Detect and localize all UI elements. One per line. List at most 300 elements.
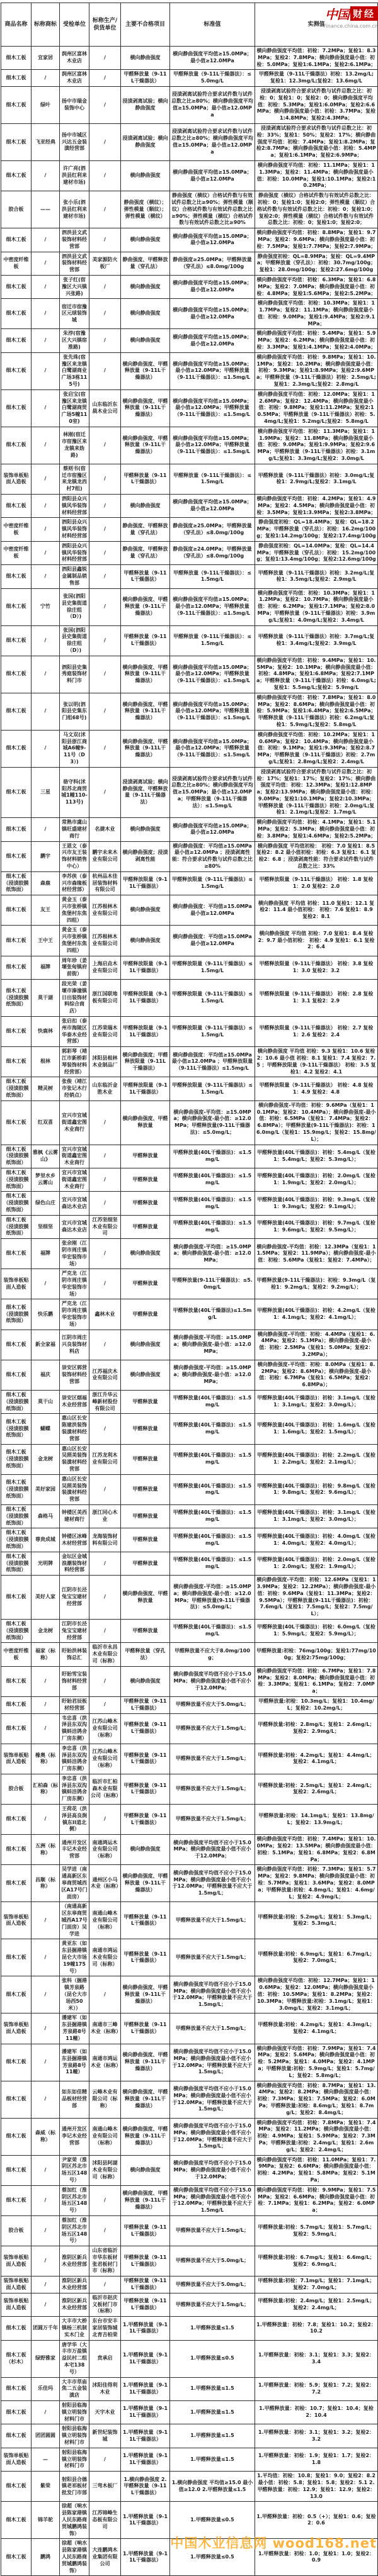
cell: 甲醛释放量(40L干燥器法)：≤1.5mg/L [170, 1145, 255, 1168]
table-row [1, 299, 378, 329]
table-row [1, 2317, 378, 2340]
logo-caijing-badge: 财经 [350, 6, 378, 21]
cell: 甲醛释放量:初检：2.5mg/L；复检1：2.4mg/L；复检2：2.6mg/L； [255, 1774, 378, 1804]
cell: 横向静曲强度平均值：初检：10.3MPa；复检1：11.2MPa；复检2：10.7MPa；横向静曲强度最小值：初检：6.2MPa；复检1:7.1MPa；复检2:8.0MPa；甲醛释放量（9-11L干燥器法）初检：3.9mg/L;复检1：4.0mg/L;复检2：3.4mg/L [255, 588, 378, 625]
cell: 射阳县合德镇老祁板材批发门市部 [60, 2472, 89, 2502]
cell: 润州区富林木业店 [60, 70, 89, 87]
cell: 云峰木业有限公司（标称） [89, 2081, 121, 2118]
cell: 甲醛释放量（9-11L干燥器法）：≤1.5mg/L [170, 565, 255, 588]
cell: 江阴市周庄兴良装饰材料店 [60, 1330, 89, 1360]
cell: 横向静曲强度平均值≥15.0MPa；最小值≥12.0MPa [170, 47, 255, 70]
cell: 浸渍剥离试验；横向静曲强度 [121, 86, 170, 123]
cell: 惠山区长安吴照美装饰装潢材料经营部 [60, 1474, 89, 1504]
table-row [1, 1713, 378, 1744]
wood168-watermark: 中国木业信息网 wood168.net [170, 2536, 377, 2551]
cell: 龙海装饰材料有限公司 [89, 1528, 121, 1552]
cell: 福牌 [32, 1239, 60, 1269]
cell: 钟楼区美西建材商行 [60, 1505, 89, 1528]
cell: 甲醛释放量 [121, 1192, 170, 1215]
cell: 甲醛释放量(40L干燥器法)：初检：9.8mg/L（复检1：9.8mg/L；复检2：9.6mg/L）； [255, 1474, 378, 1504]
cell: / [32, 352, 60, 389]
cell: 横向静曲强度-平均值：≥15.0MPa；横向静曲强度-最小值：≥12.0MPa； [170, 1330, 255, 1360]
cell: 细木工板 [1, 1835, 32, 1865]
table-row [1, 495, 378, 518]
cell: 蝴蝶 [32, 1414, 60, 1444]
cell: 甲醛释放限量（9-11L干燥器法） [121, 1017, 170, 1047]
cell: 甲醛释放量 [121, 1145, 170, 1168]
cell: 周年珍（姜堰张甸镇府前街） [60, 956, 89, 979]
table-row [1, 1047, 378, 1077]
table-row [1, 1474, 378, 1504]
cell: 细木工板 [1, 625, 32, 656]
cell: 细木工板 [1, 1047, 32, 1077]
cell: 甲醛释放量(40L干燥器法)：初检：5.4mg/L（复检1：5.4mg/L；复检2：5.3mg/L）； [255, 1145, 378, 1168]
cell: / [89, 625, 121, 656]
table-row [1, 656, 378, 693]
cell: / [89, 1976, 121, 2013]
cell: 大丰市草庙焦二五金装潢店 [60, 2377, 89, 2400]
cell: 射阳县临海镇立明装饰材料门市 [60, 2401, 89, 2424]
table-row [1, 389, 378, 427]
cell: 1.甲醛释放量：初检：3.1；复检1：3.3；复检2：3.4 [255, 2340, 378, 2377]
cell: 蔡加红（淮阴区苏北市场五区148号） [60, 2185, 89, 2215]
cell: / [89, 1239, 121, 1269]
cell: 汇柏森（标称） [32, 1774, 60, 1804]
cell: 浙江国联地板有限公司 [89, 980, 121, 1017]
cell: 横向静曲强度平均值：初检：8.7MPa；复检1：13.4MPa；复检2：8.2MPa；横向静曲强度最小值：初检：7.3MPa；复检1：7.5MPa；复检2：6.0MPa；甲醛释放量:初检：8.6mg/L；复检1：8.7mg/L；复检2：8.4mg/L； [255, 2081, 378, 2118]
cell: 五洲（标称） [32, 1835, 60, 1865]
cell: / [89, 1619, 121, 1642]
cell: 宜兴市宜城街道鑫宏图木业商行 [60, 1145, 89, 1168]
cell: 鹏宇 [32, 841, 60, 871]
cell: 金龙树 [32, 1444, 60, 1474]
cell: / [32, 518, 60, 541]
cell: 甲醛释放量不应大于5.0mg/L； [170, 2276, 255, 2293]
cell: 甲醛释放量(40L干燥器法)：≤1.5mg/L [170, 1552, 255, 1575]
cell: 横向静曲强度平均值：初检：7.4MPa；复检1：10.0MPa；复检2：13.5MPa；横向静曲强度最小值：初检：5.1MPa；复检1：6.8MPa；复检2：6.8MPa； [255, 1835, 378, 1865]
cell: 甲醛释放限量（9-11L干燥器法） 初检：3.8 复检1：3.0 复检2：3.2 [255, 956, 378, 979]
cell: 浸渍剥离试验；横向静曲强度、甲醛释放量（9-11L干燥器法） [121, 767, 170, 818]
cell: 细木工板（浸渍胶膜纸饰面） [1, 1619, 32, 1642]
cell: 南通市鸿运木业（标称） [89, 2044, 121, 2081]
table-row [1, 352, 378, 389]
cell: 细木工板（浸渍胶膜纸饰面） [1, 1299, 32, 1330]
cell: 张国(泗阳县史集街道徐庄组（D）) [60, 588, 89, 625]
cell: 江苏山峰木业有限公司（标称） [89, 1744, 121, 1774]
cell: 甲醛释放量不应大于1.5mg/L； [170, 1902, 255, 1939]
cell: 乐佳玛 [32, 2377, 60, 2400]
cell: 横向静曲强度平均值：初检：6.7MPa；复检1：7.8MPa；复检2：8.0MPa；横向静曲强度最小值：初检：3.3MPa；复检1：6.1MPa；复检2：7.0MPa； [255, 1666, 378, 1696]
cell: 细木工板 [1, 818, 32, 841]
cell: 李忠喜（洪泽县东双沟镇蚪洁鸽舍厂房东侧） [60, 1774, 89, 1804]
cell: 细木工板 [1, 1360, 32, 1390]
cell: 甲醛释放量 [121, 1168, 170, 1191]
cell: 横向静曲强度 [121, 1666, 170, 1696]
cell: 甲醛释放量(40L干燥器法)：初检：9.7mg/L（复检1：9.6mg/L；复检2：9.5mg/L）； [255, 1215, 378, 1238]
cell: 横向静曲强度平均值≥15.0MPa；最小值≥12.0MPa [170, 495, 255, 518]
cell: 甲醛释放量:初检：4.2mg/L；复检1：4.4mg/L；复检2：4.1mg/L； [255, 1744, 378, 1774]
cell: 福牌 [32, 956, 60, 979]
cell: 莫干山 [32, 1391, 60, 1414]
table-row [1, 2246, 378, 2276]
cell: 细木工板 [1, 1939, 32, 1976]
cell: 1.甲醛释放量≤0.5 [170, 2502, 255, 2539]
cell: 紫荣 [32, 2472, 60, 2502]
table-row [1, 70, 378, 87]
table-row [1, 730, 378, 767]
table-row [1, 427, 378, 464]
cell: 甲醛释放量不应大于1.5mg/L； [170, 1939, 255, 1976]
cell: 横向静曲强度平均值≥15.0MPa；最小值≥12.0MPa；甲醛释放量（9-11L干燥器法）：≤1.5mg/L [170, 588, 255, 625]
cell: 甲醛释放量 [121, 1215, 170, 1238]
cell: 甲醛释放量不应大于1.5mg/L； [170, 2293, 255, 2316]
cell: 横向静曲强度-平均值：≥15.0MPa；横向静曲强度-最小值：≥12.0MPa；甲醛释放量(9-11L干燥器法)：≤5.0mg/L； [170, 1100, 255, 1145]
cell: 装饰单板贴面人造板 [1, 2448, 32, 2471]
cell: 细木工板 [1, 2081, 32, 2118]
cell: 横向静曲强度：平均值≥15.0MPa 最小值≥12.0MPa [170, 926, 255, 956]
cell: 甲醛释放量 [121, 1299, 170, 1330]
cell: 细木工板（浸渍胶膜纸饰面） [1, 1505, 32, 1528]
cell: 鹏鸿 [32, 2539, 60, 2576]
cell: / [89, 1330, 121, 1360]
cell: 横向静曲强度平均值：初检：7.8MPa；复检1：8.0MPa；复检2：8.6MPa；横向静曲强度最小值：初检：5.9MPa；复检1:6.4MPa；复检2:6.5MPa；甲醛释放量（9-11L干燥器法）初检：6.2mg/L;复检1：5.9mg/L;复检2：5.8mg/L [255, 693, 378, 730]
cell: 细木工板 [1, 2118, 32, 2155]
cell: 泗阳县众兴镇风华装饰材料经营部 [60, 495, 89, 518]
cell: 黄金玉（泰兴市张桥镇焦堡村东焦四组） [60, 926, 89, 956]
cell: 横向静曲强度平均值：初检：11.1MPa；复检1：11.3MPa；复检2：11.4MPa；横向静曲强度最小值：初检：10.0MPa；复检1:10.1MPa；复检2:10.2MPa； [255, 160, 378, 191]
cell: 坚细坚 [32, 1215, 60, 1238]
cell: 甲醛释放量 [121, 1552, 170, 1575]
cell: 细木工板 [1, 329, 32, 352]
table-row [1, 1100, 378, 1145]
table-row [1, 2155, 378, 2185]
cell: 横向静曲强度 [121, 1239, 170, 1269]
cell: 横向静曲强度平均值：初检：12.7MPa；复检1：10.6MPa；复检2：12.0MPa；横向静曲强度最小值：初检：10.5MPa；复检1：8.2MPa；复检2：10.3MPa；甲醛释放量:初检：3.1mg/L；复检1：3.0mg/L；复检2：3.1mg/L； [255, 1976, 378, 2013]
table-row [1, 2118, 378, 2155]
cell: 细木工板 [1, 841, 32, 871]
cell: / [89, 1100, 121, 1145]
cell: 甲醛释放限量（9-11L干燥器法）≤1.5mg/L [170, 980, 255, 1017]
cell: 江阴市长泾兔宝宝建材经营部 [60, 1576, 89, 1620]
cell: 甲醛释放量(40L干燥器法)：初检：2.0mg/L（复检1：2.0mg/L；复检2：1.9mg/L）； [255, 1552, 378, 1575]
cell: 细木工板 [1, 565, 32, 588]
cell: 细木工板 [1, 1576, 32, 1620]
table-row [1, 1619, 378, 1642]
cell: / [89, 1145, 121, 1168]
cell: 甲醛释放量 [121, 1414, 170, 1444]
cell: 细木工板（杉木） [1, 2340, 32, 2377]
cell: / [32, 2044, 60, 2081]
cell: 骆守科(沭阳苏北商贸城1幢110-113号) [60, 767, 89, 818]
cell: 甲醛释放量（9-11L干燥器法） [121, 2276, 170, 2293]
cell: 浸渍剥离试验符合要求试件数与试件总数之比：初检：17%；复检1：17%；复检2：17%；横向静曲强度平均值：初检：12.3MPa；复检1:12.8MPa；复检2:13.9MPa；横向静曲强度最小值：初检：9.0MPa；复检1:10.1MPa；复检2:10.3MPa；甲醛释放量（9-11L干燥器法）初检：2.0mg/L;复检1：2.1mg/L;复检2：1.7mg/L [255, 767, 378, 818]
cell: 横向静曲强度平均值：初检：7.8MPa；复检1：7.4MPa；复检2：11.2MPa；横向静曲强度最小值：初检：4.9MPa；复检1：5.9MPa；复检2：7.3MPa；甲醛释放量:初检：2.4mg/L；复检1：2.6mg/L；复检2：2.4mg/L； [255, 2118, 378, 2155]
cell: 宜兴市宜城街道鑫宏图木业商行 [60, 1168, 89, 1191]
site-logo [277, 4, 378, 29]
cell: 细木工板 [1, 1713, 32, 1744]
cell: 细木工板 [1, 588, 32, 625]
cell: 南通市鸿运木业有限公司（标称） [89, 1939, 121, 1976]
table-row [1, 1696, 378, 1713]
cell: 横向静曲强度平均值：初检：6.3MPa；复检1：6.8MPa；复检2：7.0MPa；横向静曲强度最小值：初检：4.8MPa；复检1:5.6MPa；复检2:5.2MPa； [255, 275, 378, 298]
table-row [1, 2276, 378, 2293]
cell: / [89, 299, 121, 329]
cell: 静曲强度初检：QL=8.9MPa；复检：QL=9.4MPa；甲醛释放量（穿孔法）：初检：30.7mg/100g；复检1：28.0mg/100g；复检2:27.6mg/100g [255, 252, 378, 275]
cell: 常熟市虞山镇旺盛建材商行 [60, 818, 89, 841]
table-row [1, 1391, 378, 1414]
cell: 浸渍剥离试验符合要求试件数与试件总数之比≥80%；横向静曲强度平均值≥15.0MPa；最小值≥12.0MPa [170, 123, 255, 160]
cell: / [89, 427, 121, 464]
cell: 潘建军（如东县掘港镇芳泉路8号11幢） [60, 2044, 89, 2081]
cell: 胶合板 [1, 1774, 32, 1804]
cell: 横向静曲强度 [121, 926, 170, 956]
cell: 甲醛释放量(40L干燥器法)：初检：6.0mg/L（复检1：5.9mg/L；复检2：5.9mg/L）； [255, 1619, 378, 1642]
cell: 吴学进（南通高新区东皋商贸城西区A17号门面房） [60, 1865, 89, 1902]
cell: 中密度纤维板 [1, 1643, 32, 1666]
cell: / [89, 86, 121, 123]
cell: 甲醛释放量(40L干燥器法)：初检：9.3mg/L（复检1：9.3mg/L；复检2：9.1mg/L）； [255, 1192, 378, 1215]
cell: 横向静曲强度平均值：初检：8.8MPa；复检1：9.7MPa；复检2：9.6MPa；横向静曲强度最小值：初检：7.5MPa；复检1:7.7MPa；复检2:7.9MPa； [255, 228, 378, 252]
cell: 横向静曲强度 [121, 2155, 170, 2185]
table-row [1, 541, 378, 564]
cell: 细木工板（浸渍胶膜纸饰面） [1, 871, 32, 895]
cell: 横向静曲强度平均值：初检：9.4MPa；复检1：10.5MPa；复检2：10.1MPa；横向静曲强度最小值：初检：4.8MPa；复检1:6.8MPa；复检2:7.1MPa；甲醛释放量（9-11L干燥器法）初检：6.0mg/L;复检1：5.5mg/L;复检2：5.9mg/L [255, 656, 378, 693]
cell: 崇安区烟福木业经营部 [60, 1391, 89, 1414]
cell: / [32, 2185, 60, 2215]
cell: / [32, 464, 60, 494]
cell: 甲醛释放量不应大于5.0mg/L； [170, 2246, 255, 2276]
cell: 鑫林木业 [89, 1299, 121, 1330]
cell: 横向静曲强度 [121, 228, 170, 252]
cell: / [32, 565, 60, 588]
cell: 山东临沂金胜木业 [89, 1077, 121, 1100]
cell: 细木工板 [1, 2185, 32, 2215]
table-row [1, 1145, 378, 1168]
cell: 胶合板 [1, 191, 32, 228]
cell: / [32, 2246, 60, 2276]
cell: 王中王 [32, 926, 60, 956]
cell: / [32, 541, 60, 564]
cell: / [32, 693, 60, 730]
cell: 横向静曲强度：平均值≥15.0MPa 最小值≥12.0MPa ；甲醛释放限量（9-11L干燥器法）≤1.5mg/L [170, 1047, 255, 1077]
cell: / [32, 252, 60, 275]
cell: 细木工板 [1, 1666, 32, 1696]
cell: 杭州品木佳居装饰材料有限公司 [89, 871, 121, 895]
cell: 莫干湖 [32, 980, 60, 1017]
cell: 细木工板（浸渍胶膜纸饰面） [1, 1552, 32, 1575]
cell: 江苏根林木业有限公司 [89, 926, 121, 956]
cell: 横向静曲强度平均值不应小于15.0MPa；横向静曲强度最小值不应小于12.0MPa；甲醛释放量不应大于1.5mg/L； [170, 2044, 255, 2081]
cell: 甲醛释放量不应大于1.5mg/L； [170, 1805, 255, 1835]
cell: 绿色山庄 [32, 1192, 60, 1215]
cell: 横向静曲强度 [121, 818, 170, 841]
cell: 南通市三峰木业（标称） [89, 2013, 121, 2044]
cell: 泗洪县文武装饰材料经营部 [60, 252, 89, 275]
cell: 蔡则书(宿迁市宿豫区来龙镇龙西村7组) [60, 464, 89, 494]
cell: / [89, 1474, 121, 1504]
cell: 1.横向静曲强度 平均值≥15.0 最小值≥12.0 2.甲醛释放量≤1.5 [170, 2472, 255, 2502]
table-row [1, 980, 378, 1017]
cell: —— [32, 191, 60, 228]
logo-url-text: Finance.china.com.cn [323, 23, 378, 29]
cell: 细木工板 [1, 495, 32, 518]
cell: 甲醛释放量（9-11L干燥器法）初检：13.2mg/L;复检1：12.3mg/L;复检2：13.6mg/L [255, 70, 378, 87]
cell: 泗阳县史集秀庭装饰材料门市 [60, 656, 89, 693]
cell: 扬中市瑞金装饰中心 [60, 86, 89, 123]
cell: 胶合板 [1, 2215, 32, 2246]
cell: 细木工板 [1, 1330, 32, 1360]
cell: 细木工板（浸渍胶膜纸饰面） [1, 1077, 32, 1100]
cell: / [89, 693, 121, 730]
cell: 甲醛释放量:初检：76mg/100g；复检1:77mg/100g；复检2:75mg/100g； [255, 1643, 378, 1666]
cell: 钟楼区冰峰木材经营部 [60, 1528, 89, 1552]
cell: 甲醛释放量:初检：10.3mg/L；复检1：10.4mg/L；复检2：10.2mg/L； [255, 1696, 378, 1713]
cell: / [32, 2293, 60, 2316]
cell: 甲醛释放量(40L干燥器法)：初检：3.1mg/L（复检1：3.1mg/L；复检2：3.0mg/L）； [255, 1505, 378, 1528]
cell: / [32, 427, 60, 464]
cell: / [32, 625, 60, 656]
cell: 细木工板 [1, 2377, 32, 2400]
table-body [1, 47, 378, 2576]
cell: 横向静曲强度、甲醛释放量（9-11L干燥器法） [121, 1865, 170, 1902]
table-row [1, 1017, 378, 1047]
cell: / [32, 1902, 60, 1939]
table-row [1, 767, 378, 818]
cell: 横向静曲强度平均值：初检：10.2MPa；复检1：10.6MPa；复检2：10.4MPa；横向静曲强度最小值：初检：9.1MPa；复检1:9.3MPa；复检2:8.7MPa；甲醛释放量（9-11L干燥器法）初检：2.7mg/L;复检1：2.8mg/L;复检2：2.4mg/L [255, 730, 378, 767]
cell: 森鹿 [32, 871, 60, 895]
cell: 细木工板（浸渍胶膜纸饰面） [1, 1528, 32, 1552]
cell: 甲醛释放量:初检：5.7mg/L；复检1：5.7mg/L；复检2：5.9mg/L； [255, 2215, 378, 2246]
cell: 装饰单板贴面人造板 [1, 1902, 32, 1939]
cell: 王恩文（泰兴市友王装饰材料销售中心） [60, 841, 89, 871]
cell: 金龙树 [32, 1619, 60, 1642]
column-header: 主要不合格项目 [121, 3, 170, 47]
cell: 江苏坚细坚木业有限公司 [89, 1215, 121, 1238]
cell: 细木工板 [1, 2317, 32, 2340]
cell: 装饰单板贴面人造板 [1, 2293, 32, 2316]
table-row [1, 2293, 378, 2316]
cell: 装饰单板贴面人造板 [1, 2013, 32, 2044]
cell: 1.甲醛释放量（9-11L干燥器法） [121, 2317, 170, 2340]
table-row [1, 2424, 378, 2448]
cell: 甲醛释放限量（9-11L干燥器法） 初检：1.8 复检1：2.0 复检2：2.0 [255, 871, 378, 895]
cell: 甲醛释放限量（9-11L干燥器法）≤1.5mg/L [170, 1077, 255, 1100]
cell: / [89, 541, 121, 564]
cell: / [32, 2081, 60, 2118]
cell: 崇安区郭营装饰材料经营部 [60, 1360, 89, 1390]
cell: / [89, 464, 121, 494]
table-row [1, 956, 378, 979]
cell: 甲醛释放量(40L干燥器法)：≤1.5mg/L [170, 1391, 255, 1414]
cell: 江苏根林木业有限公司 [89, 895, 121, 926]
cell: 光明牌 [32, 1552, 60, 1575]
cell: 扬中市城区兴达五金装潢经营部 [60, 123, 89, 160]
table-row [1, 1528, 378, 1552]
cell: 1.甲醛释放量（9-11L干燥器法） [121, 2401, 170, 2424]
cell: 宁竹 [32, 588, 60, 625]
cell: 福家（标称） [32, 1643, 60, 1666]
cell: 细木工板 [1, 2539, 32, 2576]
table-row [1, 2448, 378, 2471]
column-header: 商品名称 [1, 3, 32, 47]
cell: 1.甲醛释放量（9-11L干燥器法） [121, 2424, 170, 2448]
cell: 美好人家 [32, 1576, 60, 1620]
cell: 细木工板 [1, 2424, 32, 2448]
cell: 横向静曲强度、甲醛释放量（9-11L干燥器法） [121, 730, 170, 767]
cell: 甲醛释放量（9-11L干燥器法） [121, 1744, 170, 1774]
cell: / [89, 2215, 121, 2246]
cell: 细木工板 [1, 275, 32, 298]
cell: / [89, 656, 121, 693]
cell: 泗洪县文武装饰材料经营部 [60, 228, 89, 252]
cell: 森威（标称） [32, 2118, 60, 2155]
table-row [1, 2401, 378, 2424]
cell: 蔡加红（淮阴区苏北市场五区148号） [60, 2215, 89, 2246]
cell: / [89, 1666, 121, 1696]
cell: 装饰单板贴面人造板 [1, 1744, 32, 1774]
cell: 飞亚经典 [32, 123, 60, 160]
cell: 美好家园 [32, 1474, 60, 1504]
table-row [1, 2502, 378, 2539]
cell: / [89, 228, 121, 252]
cell: 装饰单板贴面人造板 [1, 2276, 32, 2293]
cell: 甲醛释放量(40L干燥器法)：≤1.5mg/L [170, 1505, 255, 1528]
cell: 郭彩琴（靖江市新桥彩琴装饰材料经营部） [60, 1047, 89, 1077]
table-row [1, 518, 378, 541]
cell: 横向静曲强度平均值：初检：7.3MPa；复检1：5.7MPa；复检2：9.8MPa；横向静曲强度最小值：初检：5.7MPa；复检1：3.6MPa；复检2：8.0MPa；甲醛释放量:初检：4.8mg/L；复检1：4.6mg/L；复检2：4.9mg/L； [255, 1865, 378, 1902]
table-row [1, 1552, 378, 1575]
cell: 细木工板 [1, 693, 32, 730]
cell: 锦羊驼 [32, 2502, 60, 2539]
table-row [1, 191, 378, 228]
cell: / [89, 1805, 121, 1835]
cell: 昌顺（标称） [32, 1865, 60, 1902]
table-row [1, 86, 378, 123]
cell: 横向静曲强度平均值：初检：5.4MPa；复检1：5.9MPa；复检2：6.2MPa；横向静曲强度最小值：初检：3.3MPa；复检1:4.1MPa；复检2:4.0MPa； [255, 329, 378, 352]
cell: 甲醛释放量（9-11L干燥器法） [121, 625, 170, 656]
cell: 张先珠(宿豫区来龙镇白鹭湖商业广场3栋115号) [60, 352, 89, 389]
cell: 细木工板 [1, 299, 32, 329]
cell: 装饰单板贴面人造板 [1, 464, 32, 494]
cell: 细木工板（浸渍胶膜纸饰面） [1, 1215, 32, 1238]
cell: 静曲强度≥24.0MPa；甲醛释放量（穿孔法）≤8.0mg/100g [170, 541, 255, 564]
cell: 横向静曲强度平均值：初检：10.3MPa；复检1：11.7MPa；复检2：11.1MPa；横向静曲强度最小值：初检：9.0MPa；复检1:9.4MPa；复检2:9.1MPa； [255, 299, 378, 329]
cell: 细木工板 [1, 767, 32, 818]
cell: 张余刚（江阴市周庄镇华宏装饰市场） [60, 1239, 89, 1269]
cell: 王荷花（洪泽县高良涧镇东II道北侧） [60, 1805, 89, 1835]
cell: 宿迁市宿豫区元球装饰城 [60, 299, 89, 329]
cell: 横向静曲强度 平均值初检： 初检：7.0 复检1：8.5 复检2：8.2 最小值初检：初检：6.3 复检1：6.1 复检2：6.8 ；浸渍剥离性能：符合要求试件数与试件总数之比：33% [255, 841, 378, 871]
cell: / [89, 1192, 121, 1215]
cell: 细木工板 [1, 86, 32, 123]
table-row [1, 47, 378, 70]
cell: 唐学华（大丰市万盈镇益民村二组本宅138号） [60, 2340, 89, 2377]
cell: 细木工板 [1, 389, 32, 427]
table-row [1, 252, 378, 275]
cell: 盱眙君辰板材经营部 [60, 1696, 89, 1713]
cell: 友王 [32, 895, 60, 926]
cell: 通州区小马木业（标称） [89, 1865, 121, 1902]
table-row [1, 2472, 378, 2502]
cell: 甲醛释放量 [121, 1505, 170, 1528]
cell: 细木工板 [1, 123, 32, 160]
cell: 甲醛释放限量（9-11L干燥器法） 初检：2.8 复检1：3.1 复检2：2.9 [255, 980, 378, 1017]
cell: 静曲强度、甲醛释放量（穿孔法） [121, 541, 170, 564]
cell: 横向静曲强度 [121, 160, 170, 191]
cell: 横向静曲强度平均值不应小于15.0MPa；横向静曲强度最小值不应小于12.0MPa； [170, 1666, 255, 1696]
table-row [1, 1239, 378, 1269]
cell: 张启宝(宿豫区来龙镇白鹭湖商贸广场5幢110室) [60, 389, 89, 427]
